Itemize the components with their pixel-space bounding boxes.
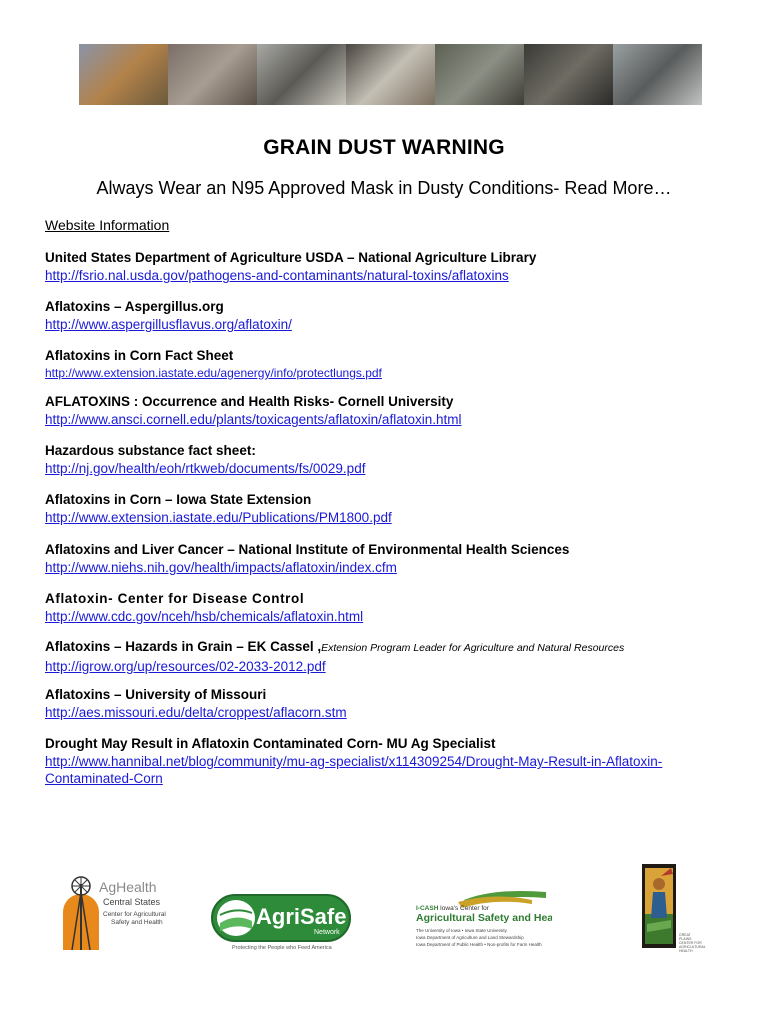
aghealth-line3: Center for Agricultural (103, 911, 166, 918)
resource-link[interactable]: http://www.niehs.nih.gov/health/impacts/aflatoxin/index.cfm (45, 560, 397, 575)
page-title: GRAIN DUST WARNING (263, 136, 505, 159)
resource-entry (45, 347, 735, 382)
resource-entry (45, 393, 735, 428)
resource-link[interactable]: http://www.extension.iastate.edu/agenergy/info/protectlungs.pdf (45, 366, 382, 380)
resource-link[interactable]: http://www.extension.iastate.edu/Publications/PM1800.pdf (45, 510, 392, 525)
warning-subtitle[interactable]: Always Wear an N95 Approved Mask in Dusty Conditions- Read More… (96, 178, 672, 198)
resource-heading: AFLATOXINS : Occurrence and Health Risks- Cornell University (45, 394, 454, 409)
resource-entry (45, 541, 735, 576)
banner-photo-strip (79, 44, 702, 105)
resource-heading: Drought May Result in Aflatoxin Contaminated Corn- MU Ag Specialist (45, 736, 496, 751)
agrisafe-logo[interactable] (210, 893, 356, 951)
aghealth-line2: Central States (103, 897, 161, 907)
resource-heading: Aflatoxins and Liver Cancer – National Institute of Environmental Health Sciences (45, 542, 570, 557)
resource-entry (45, 735, 735, 787)
resource-heading-text: Aflatoxins – Hazards in Grain – EK Cassel , (45, 639, 322, 654)
resource-link[interactable]: http://fsrio.nal.usda.gov/pathogens-and-contaminants/natural-toxins/aflatoxins (45, 268, 509, 283)
aghealth-name: AgHealth (99, 879, 157, 895)
great-plains-line: AGRICULTURAL (679, 945, 706, 949)
grain-auger-photo (79, 44, 168, 105)
icash-line: Iowa Department of Agriculture and Land Stewardship (416, 935, 524, 940)
resource-link[interactable]: http://www.aspergillusflavus.org/aflatoxin/ (45, 317, 292, 332)
resource-link[interactable]: http://aes.missouri.edu/delta/croppest/aflacorn.stm (45, 705, 347, 720)
resource-entry (45, 442, 735, 477)
windmill-icon (63, 872, 173, 950)
section-label: Website Information (45, 217, 170, 233)
resource-link[interactable]: http://nj.gov/health/eoh/rtkweb/documents/fs/0029.pdf (45, 461, 366, 476)
icash-line: The University of Iowa • Iowa State University (416, 928, 507, 933)
resource-entry (45, 590, 735, 625)
resource-heading: Aflatoxin- Center for Disease Control (45, 591, 305, 606)
great-plains-line: GREAT (679, 933, 691, 937)
agrisafe-name: AgriSafe (256, 904, 347, 929)
resource-link[interactable]: http://www.ansci.cornell.edu/plants/toxicagents/aflatoxin/aflatoxin.html (45, 412, 462, 427)
agrisafe-tagline: Protecting the People who Feed America (232, 945, 332, 951)
resource-link[interactable]: http://igrow.org/up/resources/02-2033-2012.pdf (45, 659, 326, 674)
resource-link-line1: http://www.hannibal.net/blog/community/mu-ag-specialist/x114309254/Drought-May-Result-in-Aflatoxin- (45, 754, 663, 769)
resource-heading: Aflatoxins in Corn – Iowa State Extension (45, 492, 312, 507)
icash-line: Iowa Department of Public Health • Non-profits for Farm Health (416, 942, 542, 947)
aghealth-logo[interactable] (63, 872, 173, 950)
resource-heading: Hazardous substance fact sheet: (45, 443, 256, 458)
resource-heading: United States Department of Agriculture USDA – National Agriculture Library (45, 250, 537, 265)
icash-logo[interactable] (414, 888, 552, 950)
combine-dust-photo (524, 44, 613, 105)
agrisafe-badge-icon (210, 893, 356, 951)
icash-descriptor: Iowa's Center for (440, 905, 489, 912)
farmer-figure-icon (641, 862, 707, 954)
grain-bin-photo (613, 44, 702, 105)
resource-heading (45, 638, 735, 657)
resource-entry (45, 249, 735, 284)
icash-short: I-CASH (416, 905, 439, 912)
resource-link-line2: Contaminated-Corn (45, 771, 163, 786)
great-plains-line: HEALTH (679, 949, 693, 953)
resource-entry (45, 686, 735, 721)
resource-heading: Aflatoxins in Corn Fact Sheet (45, 348, 234, 363)
great-plains-line: CENTER FOR (679, 941, 702, 945)
respirator-photo (346, 44, 435, 105)
resource-heading: Aflatoxins – Aspergillus.org (45, 299, 224, 314)
icash-field-icon (414, 888, 552, 950)
resource-entry (45, 638, 735, 675)
resource-heading: Aflatoxins – University of Missouri (45, 687, 267, 702)
resource-link[interactable]: http://www.cdc.gov/nceh/hsb/chemicals/aflatoxin.html (45, 609, 364, 624)
great-plains-logo[interactable] (641, 862, 707, 954)
author-note: Extension Program Leader for Agriculture and Natural Resources (321, 642, 625, 654)
icash-title: Agricultural Safety and Health (416, 912, 552, 924)
grain-truck-photo (257, 44, 346, 105)
great-plains-line: PLAINS (679, 937, 692, 941)
resource-link[interactable] (45, 753, 735, 787)
dust-mask-photo (168, 44, 257, 105)
tractor-field-photo (435, 44, 524, 105)
resource-entry (45, 298, 735, 333)
agrisafe-network: Network (314, 929, 340, 936)
aghealth-line4: Safety and Health (111, 919, 163, 926)
resource-entry (45, 491, 735, 526)
